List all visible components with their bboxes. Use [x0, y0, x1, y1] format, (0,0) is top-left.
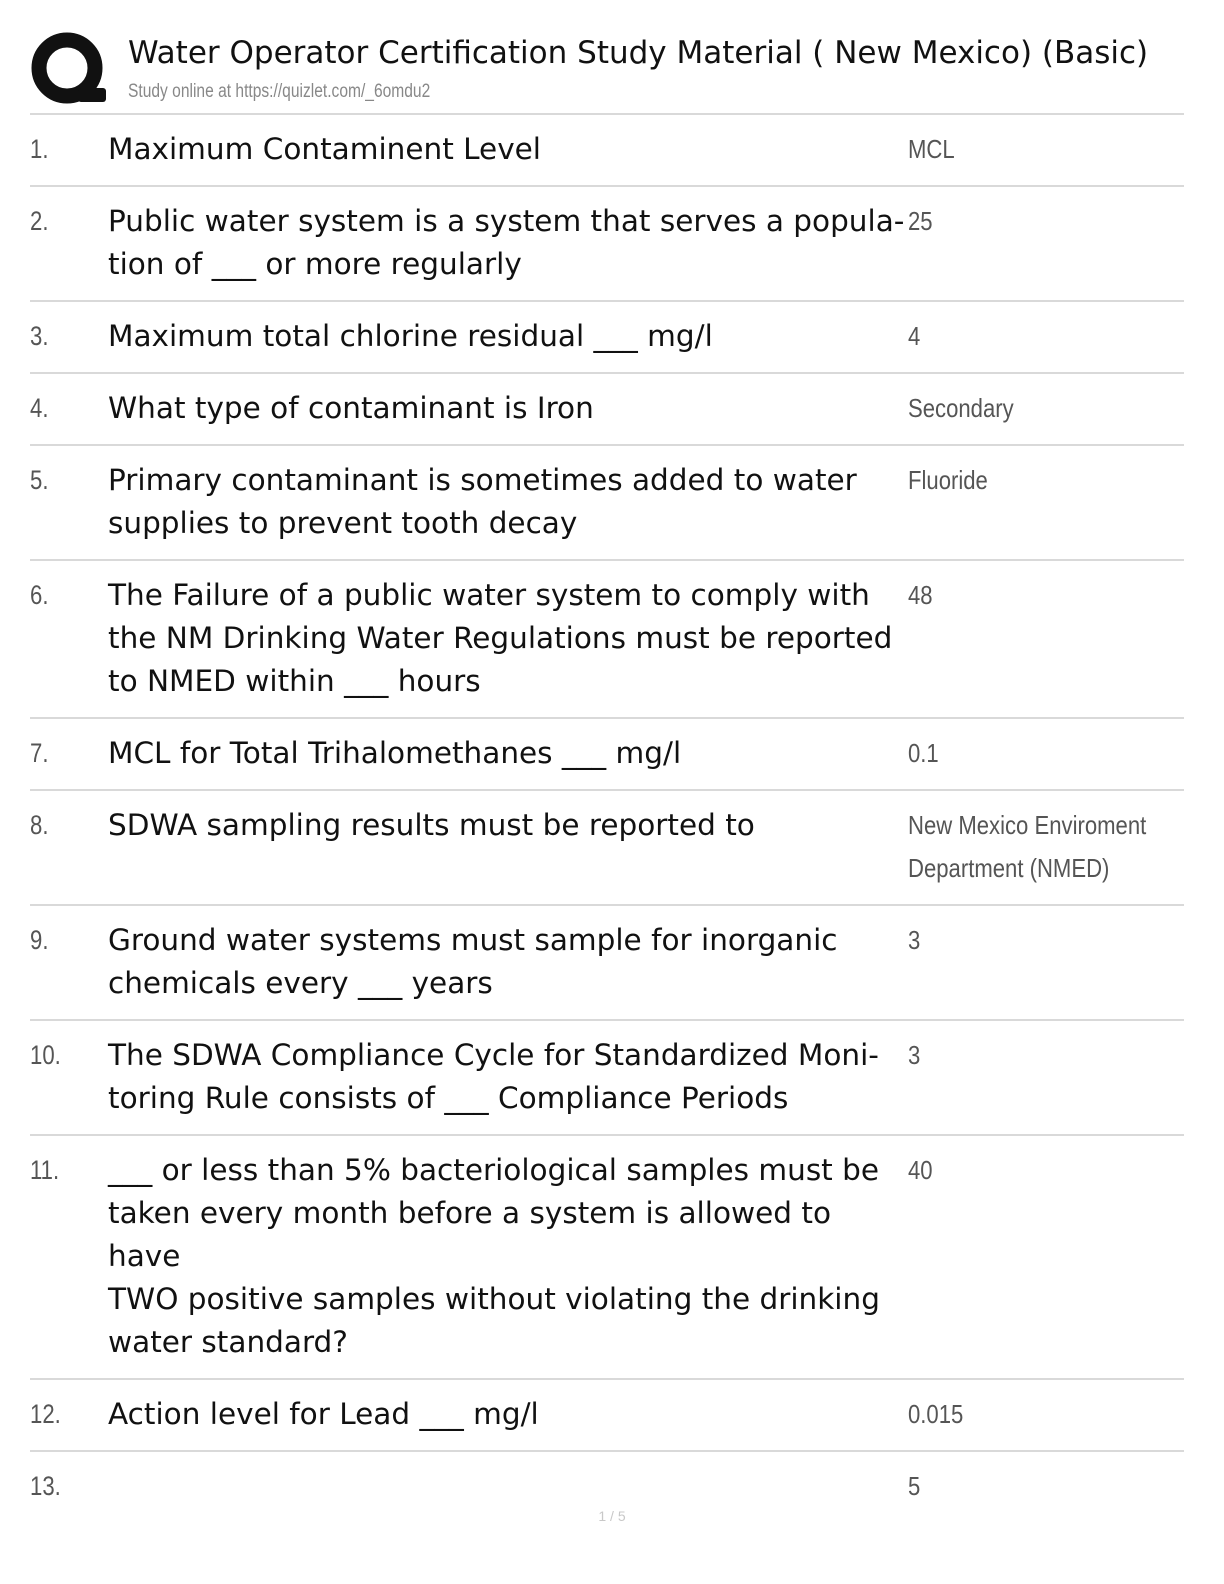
card-number: 12. — [30, 1399, 61, 1429]
flashcard-row — [30, 1380, 1184, 1452]
card-definition — [908, 574, 1184, 617]
definition-line: Department (NMED) — [908, 853, 1110, 883]
term-line: supplies to prevent tooth decay — [108, 506, 578, 540]
card-term — [108, 387, 908, 430]
term-line: the NM Drinking Water Regulations must be reported — [108, 621, 893, 655]
term-line: water standard? — [108, 1325, 348, 1359]
term-line: MCL for Total Trihalomethanes ___ mg/l — [108, 736, 682, 770]
page-header — [30, 28, 1185, 114]
card-number: 10. — [30, 1040, 61, 1070]
flashcard-row — [30, 719, 1184, 791]
card-definition — [908, 459, 1184, 502]
card-number: 13. — [30, 1471, 61, 1501]
flashcard-list — [30, 113, 1184, 1522]
card-term — [108, 804, 908, 847]
flashcard-row — [30, 446, 1184, 561]
definition-line: 25 — [908, 206, 933, 236]
card-definition — [908, 804, 1188, 890]
term-line: The Failure of a public water system to comply with — [108, 578, 870, 612]
term-line: Ground water systems must sample for inorganic — [108, 923, 838, 957]
flashcard-row — [30, 561, 1184, 719]
card-term — [108, 128, 908, 171]
term-line: What type of contaminant is Iron — [108, 391, 594, 425]
term-line: to NMED within ___ hours — [108, 664, 481, 698]
card-term — [108, 315, 908, 358]
definition-line: 48 — [908, 580, 933, 610]
card-number: 9. — [30, 925, 49, 955]
definition-line: 4 — [908, 321, 921, 351]
term-line: TWO positive samples without violating the drinking — [108, 1282, 880, 1316]
definition-line: Fluoride — [908, 465, 988, 495]
term-line: chemicals every ___ years — [108, 966, 493, 1000]
card-definition — [908, 1465, 1184, 1508]
card-term — [108, 1393, 908, 1436]
card-definition — [908, 1034, 1184, 1077]
term-line: Primary contaminant is sometimes added to water — [108, 463, 857, 497]
card-definition — [908, 200, 1184, 243]
card-definition — [908, 387, 1184, 430]
term-line: The SDWA Compliance Cycle for Standardized Moni- — [108, 1038, 879, 1072]
definition-line: 40 — [908, 1155, 933, 1185]
card-number: 11. — [30, 1155, 60, 1185]
definition-line: 5 — [908, 1471, 921, 1501]
card-term — [108, 1149, 908, 1364]
card-term — [108, 919, 908, 1005]
term-line: Maximum total chlorine residual ___ mg/l — [108, 319, 713, 353]
card-number: 8. — [30, 810, 49, 840]
card-definition — [908, 128, 1184, 171]
definition-line: 0.1 — [908, 738, 939, 768]
card-number: 1. — [30, 134, 49, 164]
definition-line: MCL — [908, 134, 955, 164]
term-line: Public water system is a system that serves a popula- — [108, 204, 905, 238]
term-line: tion of ___ or more regularly — [108, 247, 522, 281]
definition-line: Secondary — [908, 393, 1014, 423]
card-definition — [908, 919, 1184, 962]
definition-line: 3 — [908, 925, 921, 955]
card-term — [108, 1034, 908, 1120]
quizlet-logo-icon — [30, 30, 110, 110]
flashcard-row — [30, 1021, 1184, 1136]
flashcard-row — [30, 374, 1184, 446]
card-definition — [908, 732, 1184, 775]
card-term — [108, 732, 908, 775]
card-number: 2. — [30, 206, 49, 236]
term-line: taken every month before a system is allowed to have — [108, 1196, 831, 1273]
flashcard-row — [30, 187, 1184, 302]
term-line: SDWA sampling results must be reported to — [108, 808, 755, 842]
flashcard-row — [30, 302, 1184, 374]
term-line: ___ or less than 5% bacteriological samples must be — [108, 1153, 880, 1187]
term-line: Action level for Lead ___ mg/l — [108, 1397, 539, 1431]
flashcard-row — [30, 906, 1184, 1021]
page-title: Water Operator Certification Study Material ( New Mexico) (Basic) — [128, 35, 1149, 71]
page-number: 1 / 5 — [598, 1508, 626, 1524]
definition-line: New Mexico Enviroment — [908, 810, 1147, 840]
flashcard-row — [30, 115, 1184, 187]
term-line: Maximum Contaminent Level — [108, 132, 542, 166]
card-term — [108, 574, 908, 703]
card-number: 3. — [30, 321, 49, 351]
card-term — [108, 200, 908, 286]
flashcard-row — [30, 791, 1184, 906]
definition-line: 3 — [908, 1040, 921, 1070]
card-definition — [908, 1393, 1184, 1436]
card-number: 6. — [30, 580, 49, 610]
flashcard-row — [30, 1136, 1184, 1380]
card-term — [108, 459, 908, 545]
term-line: toring Rule consists of ___ Compliance Periods — [108, 1081, 789, 1115]
card-number: 4. — [30, 393, 49, 423]
study-online-link[interactable]: Study online at https://quizlet.com/_6omdu2 — [128, 81, 431, 102]
card-definition — [908, 1149, 1184, 1192]
card-number: 7. — [30, 738, 49, 768]
definition-line: 0.015 — [908, 1399, 964, 1429]
card-definition — [908, 315, 1184, 358]
card-number: 5. — [30, 465, 49, 495]
